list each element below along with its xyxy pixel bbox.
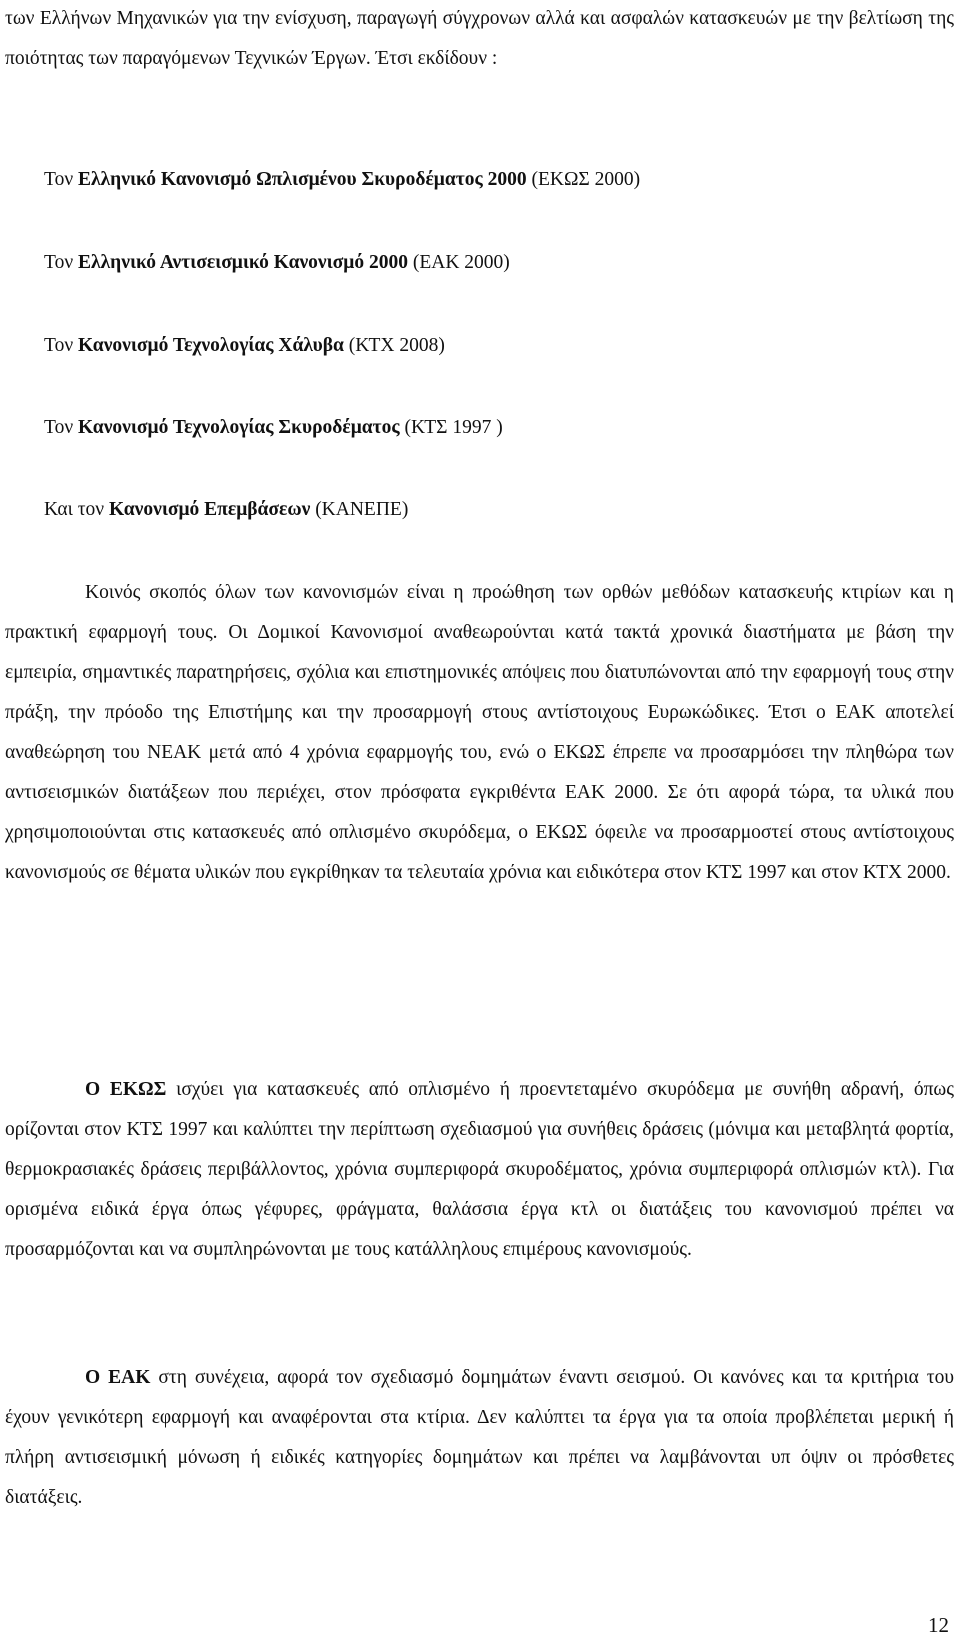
- intro-paragraph: των Ελλήνων Μηχανικών για την ενίσχυση, παραγωγή σύγχρονων αλλά και ασφαλών κατασκευών με την βελτίωση της ποιότητας των παραγόμενων Τεχνικών Έργων. Έτσι εκδίδουν :: [5, 8, 954, 69]
- eak-paragraph: Ο ΕΑΚ στη συνέχεια, αφορά τον σχεδιασμό δομημάτων έναντι σεισμού. Οι κανόνες και τα κριτήρια του έχουν γενικότερη εφαρμογή και αναφέρονται στα κτίρια. Δεν καλύπτει τα έργα για τα οποία προβλέπεται μερική ή πλήρη αντισεισμική μόνωση ή ειδικές κατηγορίες δομημάτων και πρέπει να λαμβάνονται υπ όψιν οι πρόσθετες διατάξεις.: [5, 1367, 954, 1508]
- code-item-eak: Τον Ελληνικό Αντισεισμικό Κανονισμό 2000 (ΕΑΚ 2000): [44, 252, 510, 273]
- code-item-ekos: Τον Ελληνικό Κανονισμό Ωπλισμένου Σκυροδέματος 2000 (ΕΚΩΣ 2000): [44, 169, 641, 190]
- common-purpose-paragraph: Κοινός σκοπός όλων των κανονισμών είναι η προώθηση των ορθών μεθόδων κατασκευής κτιρίων και η πρακτική εφαρμογή τους. Οι Δομικοί Κανονισμοί αναθεωρούνται κατά τακτά χρονικά διαστήματα με βάση την εμπειρία, σημαντικές παρατηρήσεις, σχόλια και επιστημονικές απόψεις που διατυπώνονται από την εφαρμογή τους στην πράξη, την πρόοδο της Επιστήμης και την προσαρμογή στους αντίστοιχους Ευρωκώδικες. Έτσι ο ΕΑΚ αποτελεί αναθεώρηση του ΝΕΑΚ μετά από 4 χρόνια εφαρμογής του, ενώ ο ΕΚΩΣ έπρεπε να προσαρμόσει την πληθώρα των αντισεισμικών διατάξεων που περιέχει, στον πρόσφατα εγκριθέντα ΕΑΚ 2000. Σε ότι αφορά τώρα, τα υλικά που χρησιμοποιούνται στις κατασκευές από οπλισμένο σκυρόδεμα, ο ΕΚΩΣ όφειλε να προσαρμοστεί στους αντίστοιχους κανονισμούς σε θέματα υλικών που εγκρίθηκαν τα τελευταία χρόνια και ειδικότερα στον ΚΤΣ 1997 και στον ΚΤΧ 2000.: [5, 582, 954, 883]
- code-item-ktx: Τον Κανονισμό Τεχνολογίας Χάλυβα (ΚΤΧ 2008): [44, 335, 445, 356]
- page-number: 12: [928, 1613, 949, 1637]
- code-item-kts: Τον Κανονισμό Τεχνολογίας Σκυροδέματος (ΚΤΣ 1997 ): [44, 417, 503, 438]
- ekos-lead: Ο ΕΚΩΣ: [85, 1079, 167, 1100]
- code-item-kanepe: Και τον Κανονισμό Επεμβάσεων (ΚΑΝΕΠΕ): [44, 499, 409, 520]
- ekos-paragraph: Ο ΕΚΩΣ ισχύει για κατασκευές από οπλισμένο ή προεντεταμένο σκυρόδεμα με συνήθη αδρανή, όπως ορίζονται στον ΚΤΣ 1997 και καλύπτει την περίπτωση σχεδιασμού για συνήθεις δράσεις (μόνιμα και μεταβλητά φορτία, θερμοκρασιακές δράσεις περιβάλλοντος, χρόνια συμπεριφορά σκυροδέματος, χρόνια συμπεριφορά οπλισμών κτλ). Για ορισμένα ειδικά έργα όπως γέφυρες, φράγματα, θαλάσσια έργα κτλ οι διατάξεις του κανονισμού πρέπει να προσαρμόζονται και να συμπληρώνονται με τους κατάλληλους επιμέρους κανονισμούς.: [5, 1079, 954, 1260]
- eak-lead: Ο ΕΑΚ: [85, 1367, 151, 1388]
